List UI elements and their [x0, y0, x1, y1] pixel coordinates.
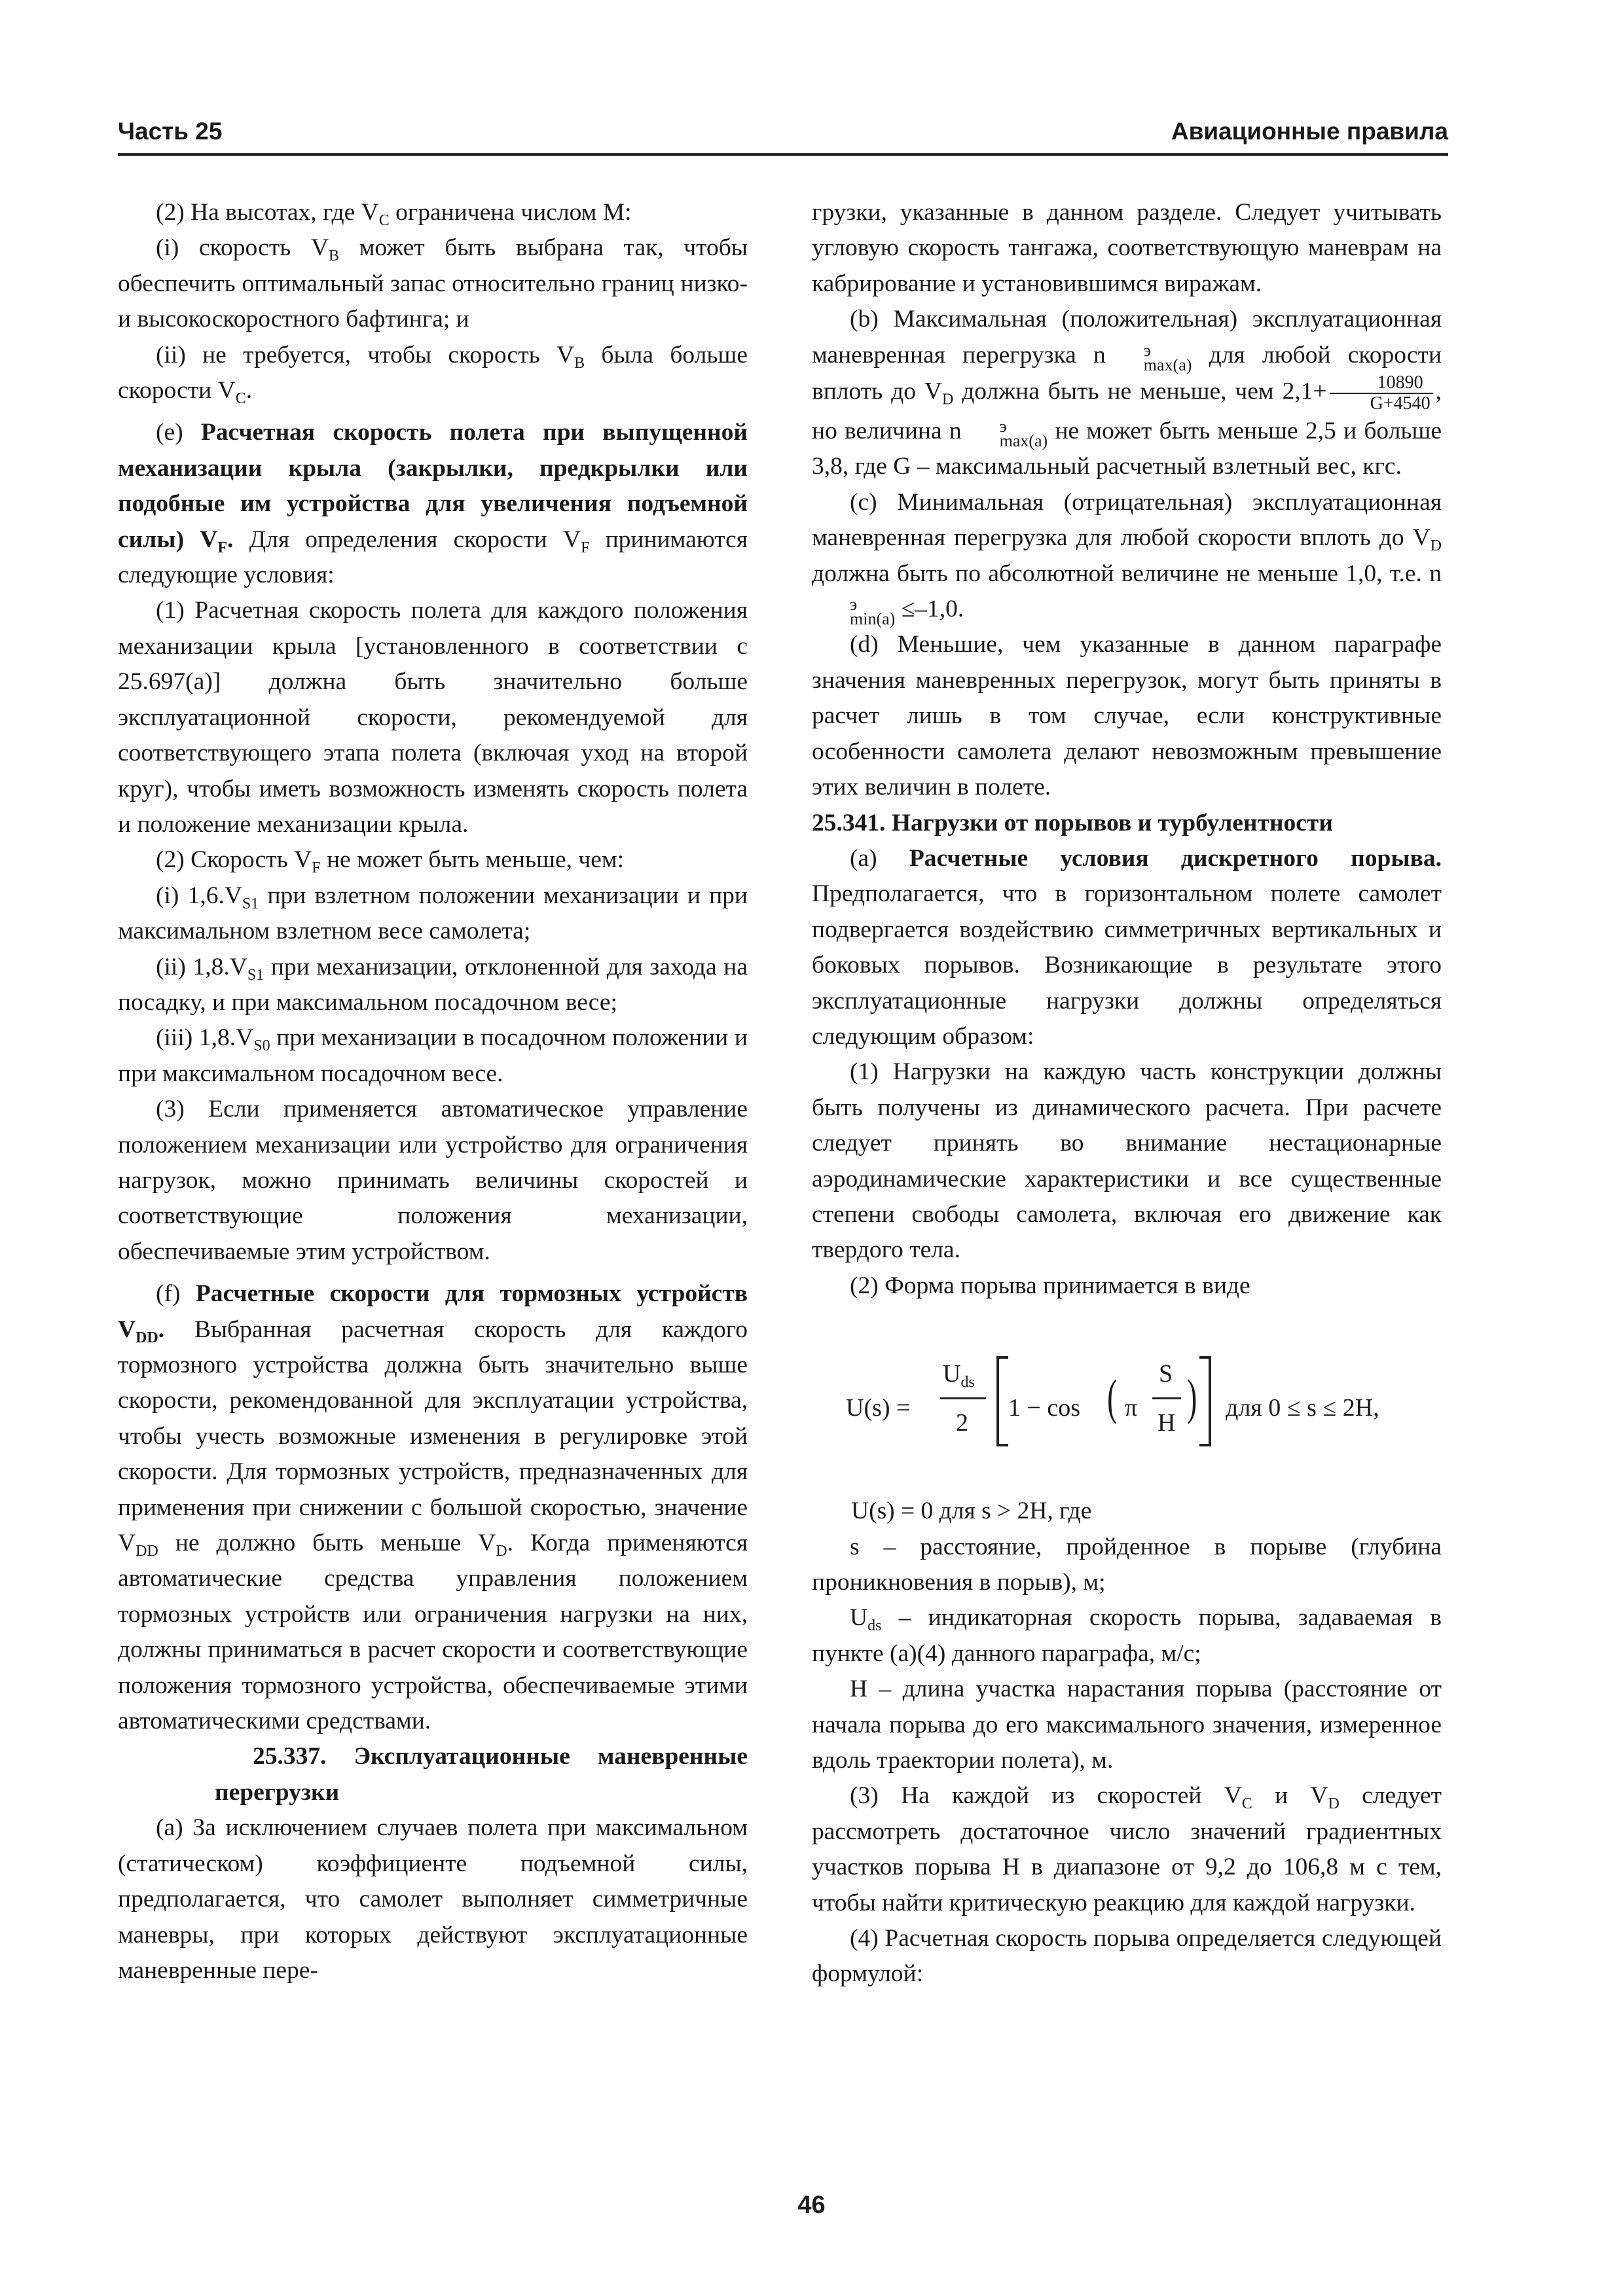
paragraph: (1) Расчетная скорость полета для каждого положения механизации крыла [установленного в соответствии с 25.697(а)] должна быть значительно больше эксплуатационной скорости, рекомендуемой для соответствующего этапа полета (включая уход на второй круг), чтобы иметь возможность изменять скорость полета и положение механизации крыла.: [118, 597, 748, 838]
section-heading: 25.337. Эксплуатационные маневренные перегрузки: [215, 1743, 748, 1806]
gust-formula: U(s) = $U_{ds}$ 2 1 − cos ( π S H ) для 0 ≤ s ≤ 2H,: [812, 1330, 1442, 1494]
paragraph: (3) На каждой из скоростей $V_C$ и $V_D$ следует рассмотреть достаточное число значений градиентных участков порыва H в диапазоне от 9,2 до 106,8 м с тем, чтобы найти критическую реакцию для каждой нагрузки.: [812, 1782, 1442, 1916]
paragraph: (2) Форма порыва принимается в виде: [850, 1272, 1250, 1299]
paragraph: (2) На высотах, где $V_C$ ограничена числом М:: [156, 199, 632, 229]
paragraph: (i) $1,6.V_{S1}$ при взлетном положении механизации и при максимальном взлетном весе самолета;: [118, 882, 748, 945]
left-column: [118, 195, 748, 1988]
paragraph: (a) Расчетные условия дискретного порыва. Предполагается, что в горизонтальном полете самолет подвергается воздействию симметричных вертикальных и боковых порывов. Возникающие в результате этого эксплуатационные нагрузки должны определяться следующим образом:: [812, 844, 1442, 1050]
fraction: $\frac{10890}{G+4540}$: [1330, 373, 1433, 414]
header-part: Часть 25: [118, 118, 223, 145]
gust-formula-condition: U(s) = 0 для s > 2H, где: [851, 1498, 1092, 1525]
definition-s: s – расстояние, пройденное в порыве (глубина проникновения в порыв), м;: [812, 1533, 1442, 1596]
paragraph: (b) Максимальная (положительная) эксплуатационная маневренная перегрузка n э max(a) для любой скорости вплоть до $V_D$ должна быть не меньше, чем 2,1+ $\frac{10890}{G+4540}$ , но величина n э max(a) не может быть меньше 2,5 и больше 3,8, где G – максимальный расчетный взлетный вес, кгс.: [812, 306, 1442, 480]
paragraph: (1) Нагрузки на каждую часть конструкции должны быть получены из динамического расчета. При расчете следует принять во внимание нестационарные аэродинамические характеристики и все существенные степени свободы самолета, включая его движение как твердого тела.: [812, 1058, 1442, 1264]
paragraph: (f) Расчетные скорости для тормозных устройств $V_{DD}$. Выбранная расчетная скорость для каждого тормозного устройства должна быть значительно выше скорости, рекомендованной для эксплуатации устройства, чтобы учесть возможные изменения в регулировке этой скорости. Для тормозных устройств, предназначенных для применения при снижении с большой скоростью, значение $V_{DD}$ не должно быть меньше $V_D$. Когда применяются автоматические средства управления положением тормозных устройств или ограничения нагрузки на них, должны приниматься в расчет скорости и соответствующие положения тормозного устройства, обеспечиваемые этими автоматическими средствами.: [118, 1280, 748, 1735]
right-column: [812, 195, 1442, 1992]
paragraph: (3) Если применяется автоматическое управление положением механизации или устройство для ограничения нагрузок, можно принимать величины скоростей и соответствующие положения механизации, обеспечиваемые этим устройством.: [118, 1096, 748, 1265]
paragraph: (а) За исключением случаев полета при максимальном (статическом) коэффициенте подъемной силы, предполагается, что самолет выполняет симметричные маневры, при которых действуют эксплуатационные маневренные пере-: [118, 1814, 748, 1984]
paragraph: (d) Меньшие, чем указанные в данном параграфе значения маневренных перегрузок, могут быть приняты в расчет лишь в том случае, если конструктивные особенности самолета делают невозможным превышение этих величин в полете.: [812, 631, 1442, 801]
header-title: Авиационные правила: [1171, 118, 1448, 145]
paragraph: (ii) не требуется, чтобы скорость $V_B$ была больше скорости $V_C$.: [118, 341, 748, 408]
definition-h: H – длина участка нарастания порыва (расстояние от начала порыва до его максимального значения, измеренное вдоль траектории полета), м.: [812, 1676, 1442, 1774]
page-header: [118, 117, 1448, 156]
page-number: 46: [797, 2191, 826, 2219]
definition-uds: $U_{ds}$ – индикаторная скорость порыва, задаваемая в пункте (а)(4) данного параграфа, м/с;: [812, 1604, 1442, 1667]
paragraph: (c) Минимальная (отрицательная) эксплуатационная маневренная перегрузка для любой скорости вплоть до $V_D$ должна быть по абсолютной величине не меньше 1,0, т.е. n э min(a) ≤–1,0.: [812, 488, 1442, 629]
paragraph: (2) Скорость $V_F$ не может быть меньше, чем:: [156, 846, 625, 877]
paragraph: (iii) $1,8.V_{S0}$ при механизации в посадочном положении и при максимальном посадочном весе.: [118, 1024, 748, 1087]
paragraph: грузки, указанные в данном разделе. Следует учитывать угловую скорость тангажа, соответствующую маневрам на кабрирование и установившимся виражам.: [812, 199, 1442, 297]
section-heading: 25.341. Нагрузки от порывов и турбулентности: [812, 809, 1333, 836]
paragraph: (4) Расчетная скорость порыва определяется следующей формулой:: [812, 1925, 1442, 1988]
paragraph: (ii) $1,8.V_{S1}$ при механизации, отклоненной для захода на посадку, и при максимальном посадочном весе;: [118, 953, 748, 1016]
paragraph: (i) скорость $V_B$ может быть выбрана так, чтобы обеспечить оптимальный запас относительно границ низко- и высокоскоростного бафтинга; и: [118, 234, 748, 333]
paragraph: (e) Расчетная скорость полета при выпущенной механизации крыла (закрылки, предкрылки или подобные им устройства для увеличения подъемной силы) $V_F$. Для определения скорости $V_F$ принимаются следующие условия:: [118, 419, 748, 589]
